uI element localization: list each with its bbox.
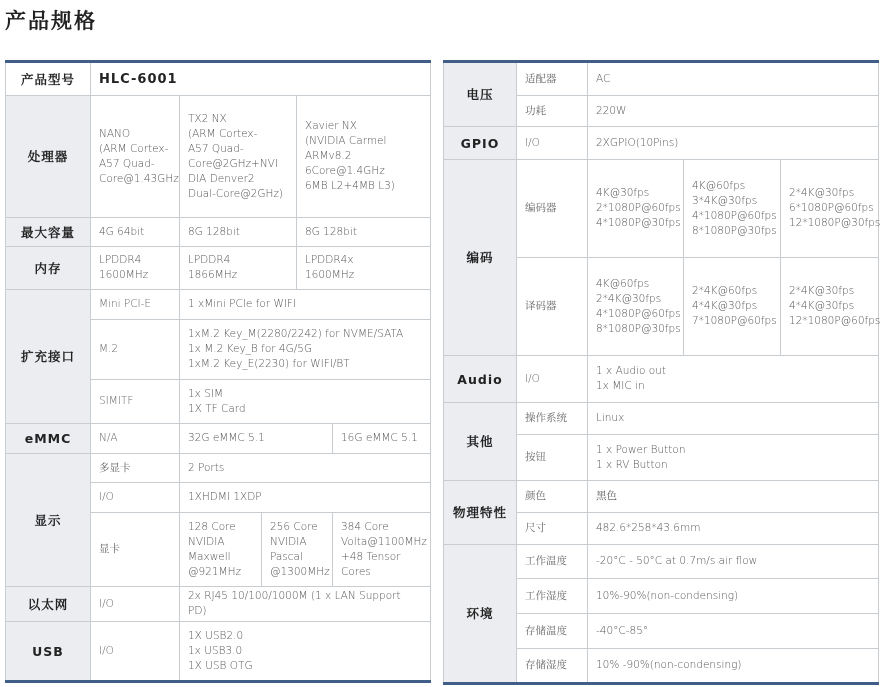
expansion-row-pcie [6, 290, 431, 320]
display-io-name: I/O [91, 483, 180, 513]
spec-table-left [5, 60, 431, 683]
voltage-row-adapter [444, 62, 879, 96]
encoder-name: 编码器 [517, 160, 588, 258]
usb-row [6, 622, 431, 682]
codec-row-encode [444, 160, 879, 258]
display-label: 显示 [6, 454, 91, 587]
emmc-label: eMMC [6, 424, 91, 454]
display-io-value: 1XHDMI 1XDP [180, 483, 431, 513]
memory-label: 内存 [6, 247, 91, 290]
capacity-tx2nx: 8G 128bit [180, 218, 297, 247]
decoder-col-2: 2*4K@60fps 4*4K@30fps 7*1080P@60fps [684, 258, 781, 356]
voltage-label: 电压 [444, 62, 517, 127]
decoder-col-1: 4K@60fps 2*4K@30fps 4*1080P@60fps 8*1080P@30fps [588, 258, 684, 356]
emmc-name: N/A [91, 424, 180, 454]
encoder-col-3: 2*4K@30fps 6*1080P@60fps 12*1080P@30fps [781, 160, 879, 258]
other-row-os [444, 403, 879, 435]
spec-table-right [443, 60, 879, 685]
display-row-multi [6, 454, 431, 483]
expansion-sim-value: 1x SIM 1X TF Card [180, 380, 431, 424]
page-title: 产品规格 [5, 9, 97, 33]
model-label: 产品型号 [6, 62, 91, 96]
os-name: 操作系统 [517, 403, 588, 435]
processor-row [6, 96, 431, 218]
size-value: 482.6*258*43.6mm [588, 513, 879, 545]
memory-tx2nx: LPDDR4 1866MHz [180, 247, 297, 290]
processor-label: 处理器 [6, 96, 91, 218]
gpio-name: I/O [517, 127, 588, 160]
physical-row-color [444, 481, 879, 513]
display-gpu-maxwell: 128 Core NVIDIA Maxwell @921MHz [180, 513, 262, 587]
env-op-humidity-name: 工作湿度 [517, 579, 588, 614]
display-multi-value: 2 Ports [180, 454, 431, 483]
display-gpu-name: 显卡 [91, 513, 180, 587]
color-value: 黑色 [588, 481, 879, 513]
decoder-col-3: 2*4K@30fps 4*4K@30fps 12*1080P@60fps [781, 258, 879, 356]
audio-label: Audio [444, 356, 517, 403]
memory-nano: LPDDR4 1600MHz [91, 247, 180, 290]
buttons-value: 1 x Power Button 1 x RV Button [588, 435, 879, 481]
expansion-pcie-name: Mini PCI-E [91, 290, 180, 320]
env-op-temp-name: 工作温度 [517, 545, 588, 579]
encoder-col-1: 4K@30fps 2*1080P@60fps 4*1080P@30fps [588, 160, 684, 258]
color-name: 颜色 [517, 481, 588, 513]
env-storage-temp-value: -40°C-85° [588, 614, 879, 649]
usb-value: 1X USB2.0 1x USB3.0 1X USB OTG [180, 622, 431, 682]
encoder-col-2: 4K@60fps 3*4K@30fps 4*1080P@60fps 8*1080P@30fps [684, 160, 781, 258]
audio-row [444, 356, 879, 403]
emmc-16g: 16G eMMC 5.1 [333, 424, 431, 454]
processor-tx2nx: TX2 NX (ARM Cortex- A57 Quad- Core@2GHz+NVI DIA Denver2 Dual-Core@2GHz) [180, 96, 297, 218]
usb-label: USB [6, 622, 91, 682]
voltage-adapter-name: 适配器 [517, 62, 588, 96]
physical-label: 物理特性 [444, 481, 517, 545]
ethernet-value: 2x RJ45 10/100/1000M (1 x LAN Support PD) [180, 587, 431, 622]
other-label: 其他 [444, 403, 517, 481]
expansion-m2-name: M.2 [91, 320, 180, 380]
gpio-row [444, 127, 879, 160]
emmc-32g: 32G eMMC 5.1 [180, 424, 333, 454]
audio-value: 1 x Audio out 1x MIC in [588, 356, 879, 403]
display-gpu-pascal: 256 Core NVIDIA Pascal @1300MHz [262, 513, 333, 587]
env-op-humidity-value: 10%-90%(non-condensing) [588, 579, 879, 614]
processor-xavier-nx: Xavier NX (NVIDIA Carmel ARMv8.2 6Core@1.4GHz 6MB L2+4MB L3) [297, 96, 431, 218]
processor-nano: NANO (ARM Cortex- A57 Quad- Core@1.43GHz [91, 96, 180, 218]
env-op-temp-value: -20°C - 50°C at 0.7m/s air flow [588, 545, 879, 579]
capacity-nano: 4G 64bit [91, 218, 180, 247]
voltage-adapter-value: AC [588, 62, 879, 96]
codec-label: 编码 [444, 160, 517, 356]
expansion-pcie-value: 1 xMini PCIe for WIFI [180, 290, 431, 320]
decoder-name: 译码器 [517, 258, 588, 356]
env-row-op-temp [444, 545, 879, 579]
capacity-xavier-nx: 8G 128bit [297, 218, 431, 247]
env-storage-humidity-name: 存储湿度 [517, 649, 588, 684]
ethernet-label: 以太网 [6, 587, 91, 622]
model-row [6, 62, 431, 96]
env-storage-temp-name: 存储温度 [517, 614, 588, 649]
ethernet-row [6, 587, 431, 622]
voltage-power-name: 功耗 [517, 96, 588, 127]
voltage-power-value: 220W [588, 96, 879, 127]
buttons-name: 按钮 [517, 435, 588, 481]
env-storage-humidity-value: 10% -90%(non-condensing) [588, 649, 879, 684]
capacity-row [6, 218, 431, 247]
size-name: 尺寸 [517, 513, 588, 545]
usb-name: I/O [91, 622, 180, 682]
ethernet-name: I/O [91, 587, 180, 622]
display-multi-name: 多显卡 [91, 454, 180, 483]
capacity-label: 最大容量 [6, 218, 91, 247]
os-value: Linux [588, 403, 879, 435]
gpio-label: GPIO [444, 127, 517, 160]
expansion-m2-value: 1xM.2 Key_M(2280/2242) for NVME/SATA 1x M.2 Key_B for 4G/5G 1xM.2 Key_E(2230) for WIFI/BT [180, 320, 431, 380]
expansion-sim-name: SIMITF [91, 380, 180, 424]
expansion-label: 扩充接口 [6, 290, 91, 424]
memory-row [6, 247, 431, 290]
emmc-row [6, 424, 431, 454]
audio-name: I/O [517, 356, 588, 403]
model-value: HLC-6001 [91, 62, 431, 96]
gpio-value: 2XGPIO(10Pins) [588, 127, 879, 160]
display-gpu-volta: 384 Core Volta@1100MHz +48 Tensor Cores [333, 513, 431, 587]
memory-xavier-nx: LPDDR4x 1600MHz [297, 247, 431, 290]
environment-label: 环境 [444, 545, 517, 684]
